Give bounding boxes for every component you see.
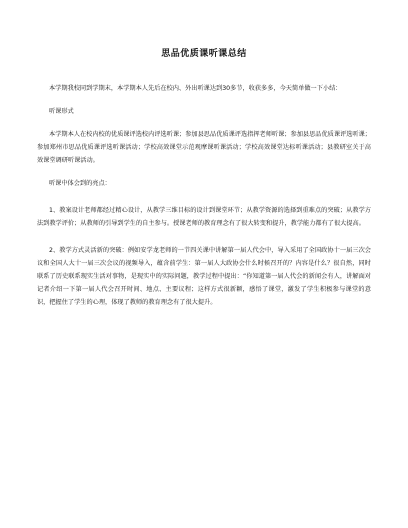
listening-form-paragraph: 本学期本人在校内校的优质课评选校内评选听课；参加县思品优质课评选指挥老师听课；参加县思品优质课评选听课；参加郑州市思品优质课评选听课活动；学校高效课堂示范观摩课听课活动；学校高效课堂达标听课活动；县教研室关于高效课堂调研听课活动。 <box>37 131 371 164</box>
intro-paragraph: 本学期我校同到学期末，本学期本人先后在校内、外出听课达到30多节，收获多多，今天简单做一下小结： <box>49 85 342 92</box>
highlight-paragraph-1: 1、教案设计老师都经过精心设计，从教学三维目标的设计到课堂环节；从教学资源的选择到重难点的突破；从教学方法到教学评价；从教师的引导到学生的自主参与。授课老师的教育理念有了很大转变和提升，教学能力都有了很大提高。 <box>37 207 371 227</box>
highlight-paragraph-2: 2、教学方式灵活新的突破：例如安学龙老师的一节四关课中讲解第一届人代会中，导入采用了全国政协十一届三次会议和全国人大十一届三次会议的视频导入，蕴含前学生：第一届人大政协会什么时候召开的？内容是什么？很自然，同时联系了历史联系现实生活对事物，是现实中的实际问题，教学过程中提出：“你知道第一届人代会的新闻会有人，讲解面对记者介绍一下第一届人代会召开时间、地点、主要议程；这样方式很新颖，感悟了课堂，激发了学生积极参与课堂的意识，把握住了学生的心理，体现了教师的教育理念有了很大提升。 <box>37 247 371 306</box>
section-heading-listening-form: 听课形式 <box>49 108 74 115</box>
section-heading-highlights: 听课中体会到的亮点： <box>49 180 111 187</box>
document-title: 思品优质课听课总结 <box>161 49 247 59</box>
